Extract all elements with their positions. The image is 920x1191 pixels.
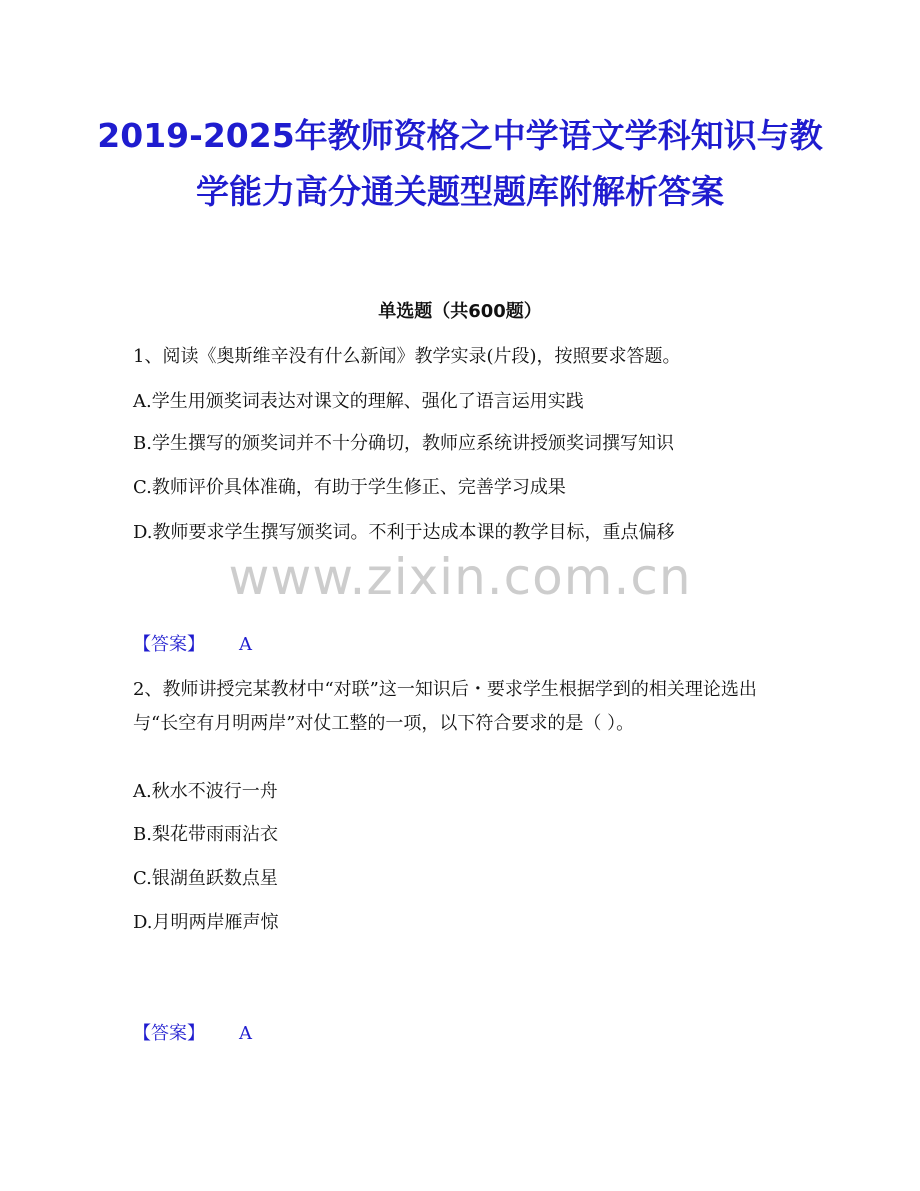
question-1-answer — [133, 630, 252, 660]
answer-label: 【答案】 — [133, 1023, 205, 1044]
question-1-option-c: C.教师评价具体准确，有助于学生修正、完善学习成果 — [133, 477, 566, 498]
section-title: 单选题（共600题） — [378, 301, 542, 322]
question-2-option-b: B.梨花带雨雨沾衣 — [133, 824, 278, 845]
question-2-stem: 2、教师讲授完某教材中“对联”这一知识后・要求学生根据学到的相关理论选出与“长空有月明两岸”对仗工整的一项，以下符合要求的是（ ）。 — [133, 679, 757, 734]
question-2-option-a: A.秋水不波行一舟 — [133, 781, 278, 802]
question-2-answer — [133, 1019, 252, 1049]
document-title: 2019-2025年教师资格之中学语文学科知识与教学能力高分通关题型题库附解析答案 — [97, 116, 823, 211]
question-2-option-d: D.月明两岸雁声惊 — [133, 912, 279, 933]
answer-value: A — [239, 1023, 252, 1044]
answer-value: A — [239, 634, 252, 655]
question-1-option-d: D.教师要求学生撰写颁奖词。不利于达成本课的教学目标，重点偏移 — [133, 522, 675, 543]
question-2-option-c: C.银湖鱼跃数点星 — [133, 868, 278, 889]
question-1-option-b: B.学生撰写的颁奖词并不十分确切，教师应系统讲授颁奖词撰写知识 — [133, 433, 674, 454]
answer-label: 【答案】 — [133, 634, 205, 655]
watermark: www.zixin.com.cn — [228, 548, 692, 606]
question-1-option-a: A.学生用颁奖词表达对课文的理解、强化了语言运用实践 — [133, 391, 584, 412]
question-1-stem: 1、阅读《奥斯维辛没有什么新闻》教学实录(片段)，按照要求答题。 — [133, 346, 681, 367]
